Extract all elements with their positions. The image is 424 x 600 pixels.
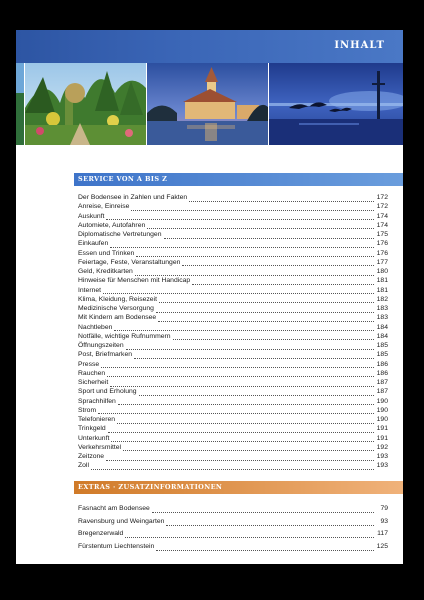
toc-entry[interactable] <box>78 212 388 221</box>
toc-entry[interactable] <box>78 541 388 554</box>
toc-page-number: 186 <box>376 360 388 368</box>
toc-entry-title: Internet <box>78 286 102 294</box>
dot-leader <box>147 223 374 229</box>
toc-entry[interactable] <box>78 528 388 541</box>
toc-entry-title: Strom <box>78 406 97 414</box>
dot-leader <box>110 242 374 248</box>
toc-entry[interactable] <box>78 415 388 424</box>
photo-strip <box>16 63 403 145</box>
toc-page-number: 190 <box>376 416 388 423</box>
toc-page-number: 193 <box>376 453 388 460</box>
toc-entry-title: Einkaufen <box>78 240 109 248</box>
extras-toc-list <box>78 503 388 553</box>
toc-entry[interactable] <box>78 341 388 350</box>
toc-page-number: 125 <box>376 542 388 550</box>
dot-leader <box>139 390 374 396</box>
dot-leader <box>106 455 374 461</box>
dot-leader <box>166 520 374 526</box>
toc-entry[interactable] <box>78 221 388 230</box>
birds-lake-photo <box>269 63 403 145</box>
toc-entry-title: Sicherheit <box>78 379 109 386</box>
toc-entry[interactable] <box>78 424 388 433</box>
toc-entry-title: Zeitzone <box>78 453 105 460</box>
extras-section-heading: EXTRAS · ZUSATZINFORMATIONEN <box>74 481 403 494</box>
dot-leader <box>114 325 374 331</box>
toc-page-number: 172 <box>376 203 388 211</box>
service-toc-list <box>78 193 388 471</box>
toc-entry[interactable] <box>78 230 388 239</box>
toc-page-number: 187 <box>376 379 388 386</box>
toc-page-number: 182 <box>376 295 388 303</box>
toc-entry-title: Presse <box>78 360 100 368</box>
toc-entry[interactable] <box>78 276 388 285</box>
service-section-heading: SERVICE VON A BIS Z <box>74 173 403 186</box>
toc-entry-title: Rauchen <box>78 369 106 377</box>
toc-page-number: 185 <box>376 342 388 349</box>
toc-entry-title: Klima, Kleidung, Reisezeit <box>78 295 157 303</box>
toc-entry-title: Verkehrsmittel <box>78 443 122 451</box>
toc-entry-title: Fürstentum Liechtenstein <box>78 542 155 550</box>
dot-leader <box>159 297 374 303</box>
toc-entry[interactable] <box>78 516 388 529</box>
toc-entry-title: Der Bodensee in Zahlen und Fakten <box>78 194 188 201</box>
toc-page-number: 174 <box>376 221 388 229</box>
toc-entry-title: Essen und Trinken <box>78 249 135 257</box>
dot-leader <box>164 233 375 239</box>
toc-entry-title: Hinweise für Menschen mit Handicap <box>78 277 191 285</box>
toc-entry-title: Nachtleben <box>78 323 113 331</box>
toc-page-number: 175 <box>376 231 388 238</box>
toc-page-number: 190 <box>376 406 388 414</box>
toc-entry[interactable] <box>78 286 388 295</box>
toc-entry-title: Unterkunft <box>78 434 110 442</box>
dot-leader <box>117 418 374 424</box>
church-lake-photo <box>147 63 268 145</box>
dot-leader <box>135 270 374 276</box>
dot-leader <box>103 288 374 294</box>
dot-leader <box>125 532 374 538</box>
toc-entry[interactable] <box>78 443 388 452</box>
toc-page-number: 190 <box>376 397 388 405</box>
toc-entry[interactable] <box>78 461 388 470</box>
toc-page-number: 172 <box>376 194 388 201</box>
dot-leader <box>131 205 374 211</box>
dot-leader <box>118 399 374 405</box>
dot-leader <box>108 427 374 433</box>
toc-entry[interactable] <box>78 267 388 276</box>
dot-leader <box>134 353 374 359</box>
toc-entry[interactable] <box>78 378 388 387</box>
toc-entry[interactable] <box>78 397 388 406</box>
toc-entry-title: Notfälle, wichtige Rufnummern <box>78 332 171 340</box>
toc-entry-title: Ravensburg und Weingarten <box>78 517 165 525</box>
book-page <box>16 30 403 564</box>
garden-photo <box>25 63 146 145</box>
toc-entry[interactable] <box>78 258 388 267</box>
dot-leader <box>101 362 374 368</box>
toc-page-number: 183 <box>376 305 388 312</box>
toc-entry[interactable] <box>78 193 388 202</box>
toc-entry-title: Trinkgeld <box>78 425 106 433</box>
toc-page-number: 184 <box>376 332 388 340</box>
edge-photo <box>16 63 24 145</box>
toc-entry[interactable] <box>78 332 388 341</box>
toc-entry[interactable] <box>78 249 388 258</box>
dot-leader <box>98 408 374 414</box>
toc-entry-title: Bregenzerwald <box>78 530 124 537</box>
toc-page-number: 181 <box>376 277 388 285</box>
toc-page-number: 176 <box>376 240 388 248</box>
toc-page-number: 187 <box>376 388 388 396</box>
dot-leader <box>123 445 374 451</box>
dot-leader <box>156 307 374 313</box>
toc-entry-title: Medizinische Versorgung <box>78 305 154 312</box>
dot-leader <box>192 279 374 285</box>
toc-entry-title: Sport und Erholung <box>78 388 137 396</box>
toc-page-number: 186 <box>376 369 388 377</box>
toc-page-number: 177 <box>376 258 388 266</box>
toc-page-number: 191 <box>376 434 388 442</box>
dot-leader <box>126 344 374 350</box>
toc-page-number: 180 <box>376 268 388 275</box>
toc-entry-title: Sprachhilfen <box>78 397 116 405</box>
toc-page-number: 93 <box>380 517 388 525</box>
dot-leader <box>111 436 374 442</box>
dot-leader <box>110 381 374 387</box>
toc-entry[interactable] <box>78 434 388 443</box>
toc-entry[interactable] <box>78 360 388 369</box>
header-band <box>16 30 403 63</box>
toc-entry[interactable] <box>78 387 388 396</box>
dot-leader <box>107 371 374 377</box>
toc-page-number: 193 <box>376 462 388 470</box>
toc-entry-title: Anreise, Einreise <box>78 203 130 211</box>
dot-leader <box>106 214 374 220</box>
toc-entry-title: Auskunft <box>78 212 105 220</box>
toc-page-number: 181 <box>376 286 388 294</box>
toc-page-number: 191 <box>376 425 388 433</box>
dot-leader <box>136 251 374 257</box>
dot-leader <box>182 260 374 266</box>
toc-entry[interactable] <box>78 313 388 322</box>
toc-page-number: 117 <box>377 530 388 537</box>
toc-entry-title: Mit Kindern am Bodensee <box>78 314 157 322</box>
toc-entry[interactable] <box>78 406 388 415</box>
dot-leader <box>152 507 374 513</box>
toc-entry-title: Diplomatische Vertretungen <box>78 231 162 238</box>
toc-entry[interactable] <box>78 295 388 304</box>
toc-entry[interactable] <box>78 323 388 332</box>
toc-page-number: 174 <box>376 212 388 220</box>
toc-entry[interactable] <box>78 369 388 378</box>
toc-page-number: 185 <box>376 351 388 359</box>
toc-entry-title: Geld, Kreditkarten <box>78 268 133 275</box>
toc-entry-title: Fasnacht am Bodensee <box>78 505 150 512</box>
toc-entry-title: Zoll <box>78 462 89 470</box>
toc-entry-title: Feiertage, Feste, Veranstaltungen <box>78 258 181 266</box>
toc-entry[interactable] <box>78 202 388 211</box>
toc-entry[interactable] <box>78 503 388 516</box>
toc-entry-title: Post, Briefmarken <box>78 351 133 359</box>
toc-entry-title: Automiete, Autofahren <box>78 221 146 229</box>
dot-leader <box>158 316 374 322</box>
page-title: INHALT <box>334 40 385 51</box>
dot-leader <box>189 196 374 202</box>
toc-page-number: 192 <box>376 443 388 451</box>
toc-page-number: 176 <box>376 249 388 257</box>
toc-entry[interactable] <box>78 304 388 313</box>
toc-entry[interactable] <box>78 350 388 359</box>
toc-entry[interactable] <box>78 239 388 248</box>
dot-leader <box>156 545 374 551</box>
toc-entry[interactable] <box>78 452 388 461</box>
dot-leader <box>173 334 374 340</box>
toc-page-number: 79 <box>380 505 388 512</box>
dot-leader <box>91 464 374 470</box>
toc-page-number: 184 <box>376 323 388 331</box>
toc-entry-title: Öffnungszeiten <box>78 342 124 349</box>
toc-page-number: 183 <box>376 314 388 322</box>
toc-entry-title: Telefonieren <box>78 416 116 423</box>
